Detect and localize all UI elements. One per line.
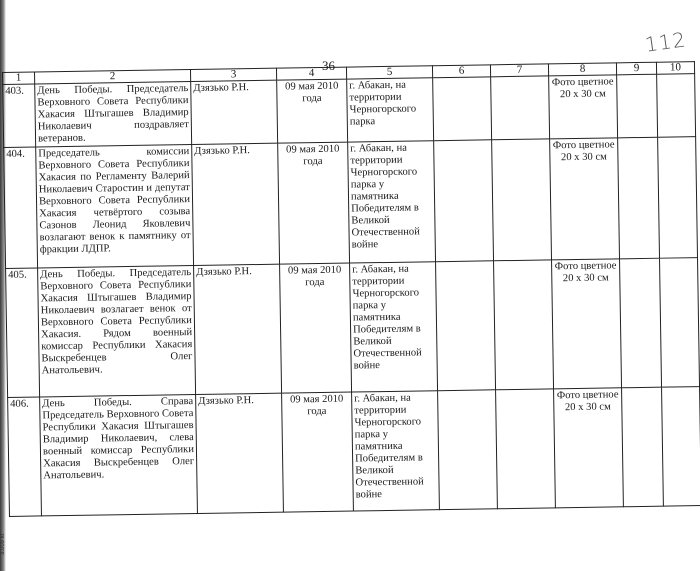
row-format: Фото цветное 20 х 30 см [552,259,622,389]
row-place: г. Абакан, на территории Черногорского парка у памятника Победителям в Великой Отечественной войне [352,391,440,511]
row-col9 [617,74,658,138]
row-description: Председатель комиссии Верховного Совета Республики Хакасия по Регламенту Валерий Николаевич Старостин и депутат Верховного Совета Республики Хакасия четвёртого созыва Сазонов Леонид Яковлевич возлагают венок к памятнику от фракции ЛДПР. [36,145,194,268]
row-col10 [658,137,698,259]
column-header: 2 [35,70,191,84]
row-col7 [494,260,554,390]
column-header: 7 [490,64,548,77]
row-col6 [434,140,494,262]
row-author: Дзязько Р.Н. [194,264,282,394]
row-format: Фото цветное 20 х 30 см [549,75,618,139]
row-author: Дзязько Р.Н. [191,80,278,144]
row-description: День Победы. Справа Председатель Верховного Совета Республики Хакасия Штыгашев Владимир Николаевич, слева военный комиссар Республики Хакасия Выскребенцев Олег Анатольевич. [40,394,198,515]
row-date: 09 мая 2010 года [278,142,350,264]
row-col10 [660,258,700,388]
row-place: г. Абакан, на территории Черногорского парка у памятника Победителям в Великой Отечественной войне [350,262,438,392]
row-col7 [491,76,550,140]
row-date: 09 мая 2010 года [277,79,348,143]
page-number: 36 [322,58,335,73]
column-header: 10 [656,62,694,75]
row-col10 [662,387,700,507]
catalog-sheet [2,61,700,527]
row-date: 09 мая 2010 года [282,392,354,512]
row-place: г. Абакан, на территории Черногорского парка [347,78,434,142]
row-number: 405. [6,268,40,397]
row-col7 [496,389,556,509]
table-row [4,137,698,269]
table-row [6,258,700,398]
row-col9 [618,137,660,259]
column-header: 8 [548,63,616,76]
column-header: 1 [3,72,35,85]
column-header: 9 [616,62,656,75]
row-col6 [433,77,492,141]
row-number: 404. [4,147,38,268]
row-format: Фото цветное 20 х 30 см [550,138,620,260]
row-col7 [492,139,552,261]
row-place: г. Абакан, на территории Черногорского парка у памятника Победителям в Великой Отечественной войне [348,141,436,263]
row-description: День Победы. Председатель Верховного Совета Республики Хакасия Штыгашев Владимир Николаевич поздравляет ветеранов. [35,82,192,147]
column-header: 6 [432,65,490,78]
row-col9 [620,258,662,388]
row-number: 406. [8,397,42,516]
row-author: Дзязько Р.Н. [192,143,280,265]
row-description: День Победы. Председатель Верховного Совета Республики Хакасия Штыгашев Владимир Николаевич возлагает венок от Верховного Совета Республики Хакасия. Рядом военный комиссар Республики Хакасия Выскребенцев Олег Анатольевич. [38,266,196,397]
column-header: 4 [276,67,346,80]
row-col9 [622,387,664,507]
row-date: 09 мая 2010 года [280,263,352,393]
catalog-table [2,61,700,517]
table-row [3,74,696,148]
row-col6 [436,261,496,391]
row-number: 403. [3,84,36,147]
footer-code: 3.009 kI [0,533,6,555]
table-row [8,387,700,517]
row-format: Фото цветное 20 х 30 см [554,388,624,508]
handwritten-mark: 112 [643,27,688,57]
row-author: Дзязько Р.Н. [196,393,284,513]
row-col10 [657,74,696,138]
row-col6 [438,390,498,510]
column-header: 3 [190,68,276,81]
column-header: 5 [346,66,432,79]
